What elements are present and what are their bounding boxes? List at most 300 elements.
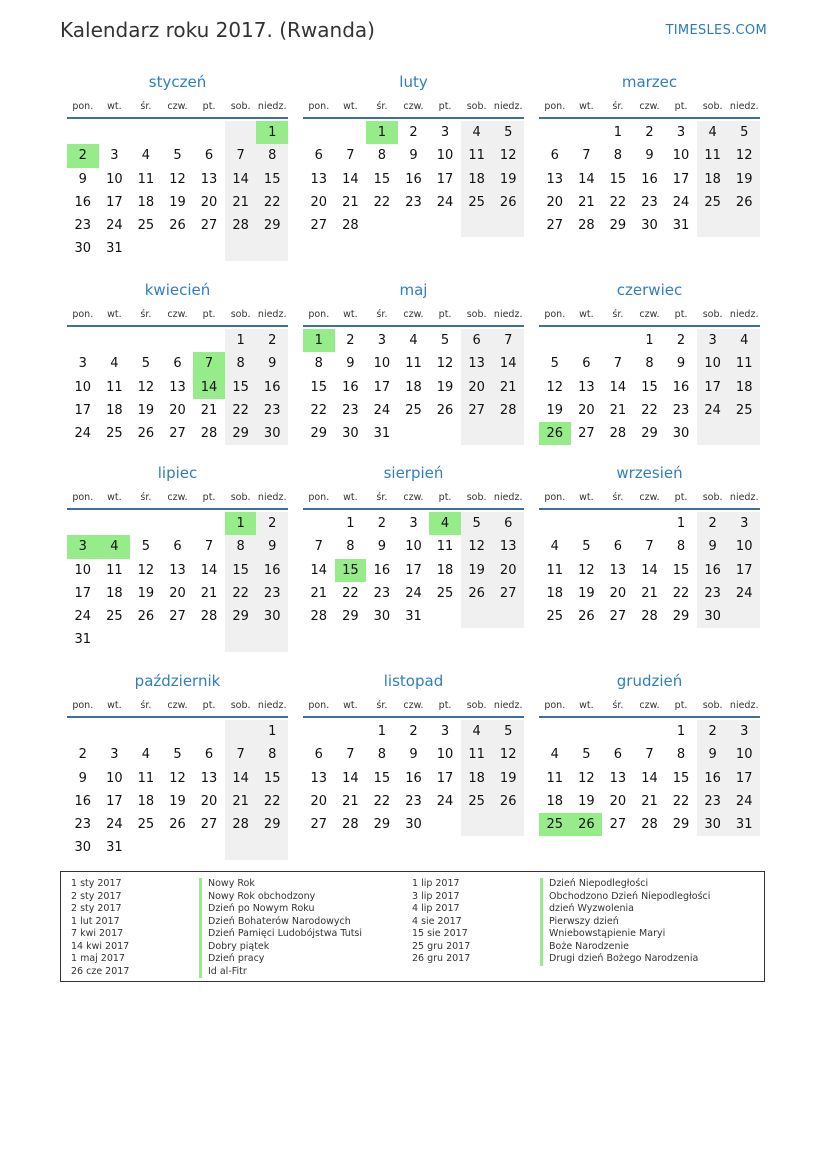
- day-cell: 22: [373, 793, 391, 809]
- holiday-date: 14 kwi 2017: [71, 940, 130, 952]
- weekday-label: pt.: [674, 492, 688, 503]
- weekday-header: [303, 696, 524, 716]
- month-block: [303, 67, 524, 237]
- day-cell: 28: [200, 609, 218, 625]
- holiday-day-cell: 1: [256, 121, 288, 144]
- day-cell: 11: [106, 379, 123, 395]
- day-cell: 18: [546, 793, 564, 809]
- day-cell: 1: [613, 125, 623, 140]
- day-cell: 28: [310, 609, 328, 625]
- day-cell: 6: [204, 747, 214, 763]
- holiday-day-cell: 15: [335, 559, 367, 582]
- month-block: [303, 275, 524, 445]
- day-cell: 23: [405, 793, 422, 809]
- day-cell: 7: [645, 747, 654, 763]
- day-cell: 12: [461, 535, 493, 558]
- month-title: kwiecień: [144, 281, 211, 299]
- day-cell: 17: [106, 793, 123, 809]
- weekday-label: czw.: [167, 492, 188, 503]
- day-cell: 22: [256, 191, 288, 214]
- weekday-label: pt.: [202, 309, 216, 320]
- weekday-label: sob.: [466, 101, 487, 112]
- empty-day-cell: [634, 512, 666, 535]
- day-cell: 6: [461, 329, 493, 352]
- day-cell: 19: [546, 402, 564, 418]
- day-cell: 10: [106, 770, 123, 786]
- weekday-header: [67, 97, 288, 117]
- day-cell: 6: [314, 148, 323, 164]
- holiday-date: 4 lip 2017: [412, 903, 460, 914]
- day-cell: 6: [314, 747, 323, 763]
- day-cell: 8: [377, 148, 387, 164]
- weekday-label: pt.: [674, 309, 688, 320]
- day-cell: 6: [173, 356, 182, 372]
- weekday-label: pon.: [72, 700, 94, 711]
- day-cell: 20: [310, 793, 328, 809]
- month-title: sierpień: [383, 464, 444, 482]
- day-cell: 19: [728, 168, 760, 191]
- month-block: [539, 458, 760, 628]
- day-cell: 8: [676, 539, 686, 555]
- day-cell: 29: [310, 426, 328, 442]
- day-cell: 3: [78, 356, 87, 372]
- day-cell: 28: [609, 426, 627, 442]
- day-cell: 20: [310, 194, 328, 210]
- day-cell: 4: [110, 356, 119, 372]
- day-cell: 13: [546, 171, 564, 187]
- day-cell: 8: [645, 356, 654, 372]
- day-cell: 4: [141, 747, 151, 763]
- day-cell: 16: [342, 379, 359, 395]
- empty-day-cell: [539, 329, 571, 352]
- empty-day-cell: [571, 512, 603, 535]
- weekday-label: pon.: [308, 309, 330, 320]
- day-cell: 6: [173, 539, 182, 555]
- empty-day-cell: [492, 214, 524, 237]
- day-cell: 12: [169, 770, 186, 786]
- weekday-label: pon.: [544, 492, 566, 503]
- day-cell: 2: [78, 747, 87, 763]
- empty-day-cell: [256, 836, 288, 859]
- day-cell: 25: [461, 790, 493, 813]
- day-cell: 4: [461, 720, 493, 743]
- month-block: [539, 275, 760, 445]
- day-cell: 3: [728, 512, 760, 535]
- holiday-date: 1 lut 2017: [71, 915, 120, 927]
- day-cell: 14: [342, 770, 359, 786]
- weekday-label: wt.: [343, 492, 358, 503]
- day-cell: 30: [256, 422, 288, 445]
- day-cell: 27: [609, 817, 627, 833]
- day-cell: 19: [461, 559, 493, 582]
- weekday-label: niedz.: [257, 700, 287, 711]
- weekday-label: sob.: [466, 492, 487, 503]
- weekday-label: niedz.: [493, 101, 523, 112]
- month-title: czerwiec: [616, 281, 683, 299]
- day-cell: 22: [672, 585, 690, 601]
- day-cell: 4: [550, 747, 559, 763]
- weekday-label: wt.: [579, 700, 594, 711]
- empty-day-cell: [602, 512, 634, 535]
- day-cell: 26: [169, 817, 186, 833]
- month-block: [303, 458, 524, 628]
- weekday-label: niedz.: [257, 309, 287, 320]
- day-cell: 5: [173, 747, 182, 763]
- empty-day-cell: [303, 720, 335, 743]
- weekday-label: pon.: [72, 492, 94, 503]
- empty-day-cell: [99, 121, 131, 144]
- days-grid: [539, 512, 760, 628]
- day-cell: 1: [645, 333, 654, 348]
- day-cell: 13: [609, 770, 627, 786]
- day-cell: 13: [200, 171, 218, 187]
- day-cell: 12: [492, 144, 524, 167]
- day-cell: 28: [641, 817, 658, 833]
- empty-day-cell: [225, 720, 257, 743]
- day-cell: 26: [436, 402, 454, 418]
- day-cell: 19: [137, 585, 155, 601]
- empty-day-cell: [335, 121, 367, 144]
- day-cell: 4: [728, 329, 760, 352]
- day-cell: 17: [436, 171, 454, 187]
- holiday-name: Obchodzono Dzień Niepodległości: [540, 891, 710, 904]
- holiday-name: Dobry piątek: [199, 941, 269, 954]
- holiday-day-cell: 4: [99, 535, 131, 558]
- weekday-label: niedz.: [257, 101, 287, 112]
- weekday-label: śr.: [612, 309, 624, 320]
- weekday-label: śr.: [140, 309, 152, 320]
- empty-day-cell: [130, 121, 162, 144]
- day-cell: 4: [461, 121, 493, 144]
- day-cell: 17: [672, 171, 690, 187]
- month-block: [67, 666, 288, 860]
- weekday-label: śr.: [612, 492, 624, 503]
- day-cell: 5: [582, 747, 591, 763]
- day-cell: 29: [225, 605, 257, 628]
- day-cell: 14: [310, 562, 328, 578]
- day-cell: 6: [550, 148, 559, 164]
- day-cell: 31: [106, 840, 123, 856]
- day-cell: 5: [141, 356, 151, 372]
- empty-day-cell: [162, 512, 194, 535]
- day-cell: 11: [405, 356, 422, 372]
- day-cell: 16: [405, 770, 422, 786]
- day-cell: 16: [672, 379, 690, 395]
- month-block: [67, 458, 288, 652]
- weekday-label: czw.: [639, 700, 660, 711]
- weekday-label: wt.: [343, 101, 358, 112]
- day-cell: 5: [728, 121, 760, 144]
- day-cell: 15: [672, 770, 690, 786]
- weekday-label: czw.: [167, 700, 188, 711]
- day-cell: 22: [609, 194, 627, 210]
- holiday-date: 15 sie 2017: [412, 928, 468, 939]
- day-cell: 12: [546, 379, 564, 395]
- days-grid: [67, 121, 288, 261]
- day-cell: 20: [200, 793, 218, 809]
- day-cell: 31: [74, 632, 92, 648]
- day-cell: 12: [137, 379, 155, 395]
- day-cell: 16: [641, 171, 658, 187]
- day-cell: 22: [225, 582, 257, 605]
- day-cell: 29: [641, 426, 658, 442]
- day-cell: 28: [200, 426, 218, 442]
- day-cell: 27: [310, 817, 328, 833]
- weekday-label: wt.: [107, 700, 122, 711]
- day-cell: 10: [728, 743, 760, 766]
- month-title: marzec: [621, 73, 678, 91]
- day-cell: 11: [137, 770, 155, 786]
- days-grid: [539, 720, 760, 836]
- day-cell: 26: [461, 582, 493, 605]
- day-cell: 24: [405, 585, 422, 601]
- day-cell: 2: [256, 329, 288, 352]
- day-cell: 22: [256, 790, 288, 813]
- weekday-label: wt.: [107, 492, 122, 503]
- days-grid: [67, 720, 288, 860]
- day-cell: 29: [225, 422, 257, 445]
- day-cell: 16: [74, 194, 92, 210]
- holiday-date: 1 maj 2017: [71, 953, 125, 964]
- day-cell: 15: [310, 379, 328, 395]
- day-cell: 25: [546, 609, 564, 625]
- weekday-label: czw.: [403, 101, 424, 112]
- weekday-label: niedz.: [493, 309, 523, 320]
- day-cell: 4: [141, 148, 151, 164]
- day-cell: 17: [74, 402, 92, 418]
- day-cell: 28: [641, 609, 658, 625]
- month-block: [67, 275, 288, 445]
- day-cell: 23: [672, 402, 690, 418]
- day-cell: 20: [169, 585, 186, 601]
- empty-day-cell: [162, 720, 194, 743]
- empty-day-cell: [634, 720, 666, 743]
- weekday-label: śr.: [612, 700, 624, 711]
- weekday-label: pon.: [544, 101, 566, 112]
- holiday-name: Nowy Rok obchodzony: [199, 891, 315, 904]
- day-cell: 24: [436, 793, 454, 809]
- day-cell: 24: [697, 399, 729, 422]
- day-cell: 24: [728, 790, 760, 813]
- day-cell: 26: [492, 790, 524, 813]
- weekday-label: sob.: [466, 309, 487, 320]
- day-cell: 9: [256, 535, 288, 558]
- day-cell: 2: [645, 125, 654, 140]
- day-cell: 11: [137, 171, 155, 187]
- day-cell: 28: [225, 813, 257, 836]
- day-cell: 5: [440, 333, 450, 348]
- day-cell: 10: [74, 379, 92, 395]
- day-cell: 6: [492, 512, 524, 535]
- day-cell: 8: [314, 356, 323, 372]
- day-cell: 25: [137, 218, 155, 234]
- day-cell: 24: [436, 194, 454, 210]
- weekday-label: wt.: [343, 700, 358, 711]
- day-cell: 20: [461, 376, 493, 399]
- day-cell: 8: [377, 747, 387, 763]
- weekday-label: pt.: [202, 700, 216, 711]
- day-cell: 18: [137, 793, 155, 809]
- day-cell: 13: [461, 352, 493, 375]
- day-cell: 2: [697, 720, 729, 743]
- day-cell: 24: [74, 426, 92, 442]
- day-cell: 14: [641, 562, 658, 578]
- holiday-date: 26 gru 2017: [412, 953, 471, 964]
- weekday-label: sob.: [702, 492, 723, 503]
- day-cell: 13: [169, 562, 186, 578]
- day-cell: 24: [728, 582, 760, 605]
- day-cell: 21: [342, 793, 359, 809]
- weekday-label: sob.: [230, 101, 251, 112]
- empty-day-cell: [728, 214, 760, 237]
- day-cell: 11: [546, 562, 564, 578]
- holiday-name: Dzień Pamięci Ludobójstwa Tutsi: [199, 928, 362, 941]
- day-cell: 18: [461, 168, 493, 191]
- day-cell: 23: [256, 399, 288, 422]
- day-cell: 9: [676, 356, 686, 372]
- day-cell: 18: [137, 194, 155, 210]
- empty-day-cell: [697, 214, 729, 237]
- day-cell: 8: [256, 743, 288, 766]
- day-cell: 23: [697, 790, 729, 813]
- day-cell: 14: [492, 352, 524, 375]
- day-cell: 12: [137, 562, 155, 578]
- empty-day-cell: [571, 720, 603, 743]
- day-cell: 8: [613, 148, 623, 164]
- day-cell: 21: [310, 585, 328, 601]
- day-cell: 8: [676, 747, 686, 763]
- weekday-label: wt.: [343, 309, 358, 320]
- day-cell: 14: [342, 171, 359, 187]
- day-cell: 7: [645, 539, 654, 555]
- day-cell: 6: [613, 747, 623, 763]
- day-cell: 15: [672, 562, 690, 578]
- day-cell: 13: [200, 770, 218, 786]
- site-link[interactable]: TIMESLES.COM: [665, 23, 767, 38]
- day-cell: 21: [225, 790, 257, 813]
- weekday-label: wt.: [579, 101, 594, 112]
- day-cell: 25: [106, 426, 123, 442]
- holiday-date: 1 lip 2017: [412, 878, 460, 889]
- day-cell: 23: [373, 585, 391, 601]
- day-cell: 9: [346, 356, 355, 372]
- day-cell: 15: [641, 379, 658, 395]
- day-cell: 5: [582, 539, 591, 555]
- day-cell: 19: [169, 793, 186, 809]
- day-cell: 5: [550, 356, 559, 372]
- day-cell: 17: [728, 559, 760, 582]
- holiday-day-cell: 14: [193, 376, 225, 399]
- day-cell: 25: [728, 399, 760, 422]
- day-cell: 10: [436, 148, 454, 164]
- day-cell: 22: [672, 793, 690, 809]
- day-cell: 27: [609, 609, 627, 625]
- day-cell: 23: [641, 194, 658, 210]
- day-cell: 3: [110, 148, 119, 164]
- day-cell: 21: [200, 585, 218, 601]
- day-cell: 25: [106, 609, 123, 625]
- day-cell: 24: [106, 817, 123, 833]
- weekday-label: pt.: [438, 700, 452, 711]
- day-cell: 24: [672, 194, 690, 210]
- weekday-label: śr.: [376, 309, 388, 320]
- day-cell: 27: [169, 609, 186, 625]
- days-grid: [539, 329, 760, 445]
- day-cell: 16: [256, 559, 288, 582]
- weekday-header: [303, 97, 524, 117]
- day-cell: 7: [225, 743, 257, 766]
- day-cell: 20: [578, 402, 595, 418]
- day-cell: 11: [106, 562, 123, 578]
- day-cell: 19: [492, 168, 524, 191]
- day-cell: 26: [137, 609, 155, 625]
- weekday-label: śr.: [140, 101, 152, 112]
- day-cell: 8: [225, 535, 257, 558]
- day-cell: 18: [728, 376, 760, 399]
- day-cell: 16: [373, 562, 391, 578]
- day-cell: 28: [225, 214, 257, 237]
- day-cell: 4: [550, 539, 559, 555]
- empty-day-cell: [492, 422, 524, 445]
- day-cell: 18: [405, 379, 422, 395]
- empty-day-cell: [303, 121, 335, 144]
- day-cell: 19: [169, 194, 186, 210]
- month-divider: [303, 117, 524, 119]
- day-cell: 22: [342, 585, 359, 601]
- month-divider: [539, 716, 760, 718]
- day-cell: 21: [578, 194, 595, 210]
- day-cell: 5: [492, 720, 524, 743]
- month-block: [539, 666, 760, 836]
- weekday-label: czw.: [639, 492, 660, 503]
- weekday-label: niedz.: [729, 101, 759, 112]
- day-cell: 31: [728, 813, 760, 836]
- day-cell: 2: [409, 724, 418, 739]
- day-cell: 18: [697, 168, 729, 191]
- weekday-label: śr.: [140, 700, 152, 711]
- day-cell: 12: [492, 743, 524, 766]
- day-cell: 18: [436, 562, 454, 578]
- weekday-label: pt.: [202, 101, 216, 112]
- weekday-label: czw.: [639, 101, 660, 112]
- day-cell: 9: [377, 539, 387, 555]
- day-cell: 26: [492, 191, 524, 214]
- weekday-label: pt.: [438, 492, 452, 503]
- day-cell: 29: [672, 817, 690, 833]
- day-cell: 11: [728, 352, 760, 375]
- holiday-day-cell: 7: [193, 352, 225, 375]
- day-cell: 11: [436, 539, 454, 555]
- weekday-header: [303, 305, 524, 325]
- day-cell: 17: [373, 379, 391, 395]
- weekday-label: niedz.: [729, 700, 759, 711]
- day-cell: 10: [672, 148, 690, 164]
- day-cell: 27: [492, 582, 524, 605]
- day-cell: 30: [405, 817, 422, 833]
- day-cell: 6: [204, 148, 214, 164]
- weekday-label: sob.: [230, 492, 251, 503]
- day-cell: 5: [461, 512, 493, 535]
- day-cell: 11: [546, 770, 564, 786]
- weekday-label: pt.: [202, 492, 216, 503]
- day-cell: 20: [169, 402, 186, 418]
- day-cell: 30: [342, 426, 359, 442]
- day-cell: 28: [492, 399, 524, 422]
- month-divider: [539, 325, 760, 327]
- weekday-label: pt.: [674, 101, 688, 112]
- day-cell: 7: [346, 148, 355, 164]
- day-cell: 21: [609, 402, 627, 418]
